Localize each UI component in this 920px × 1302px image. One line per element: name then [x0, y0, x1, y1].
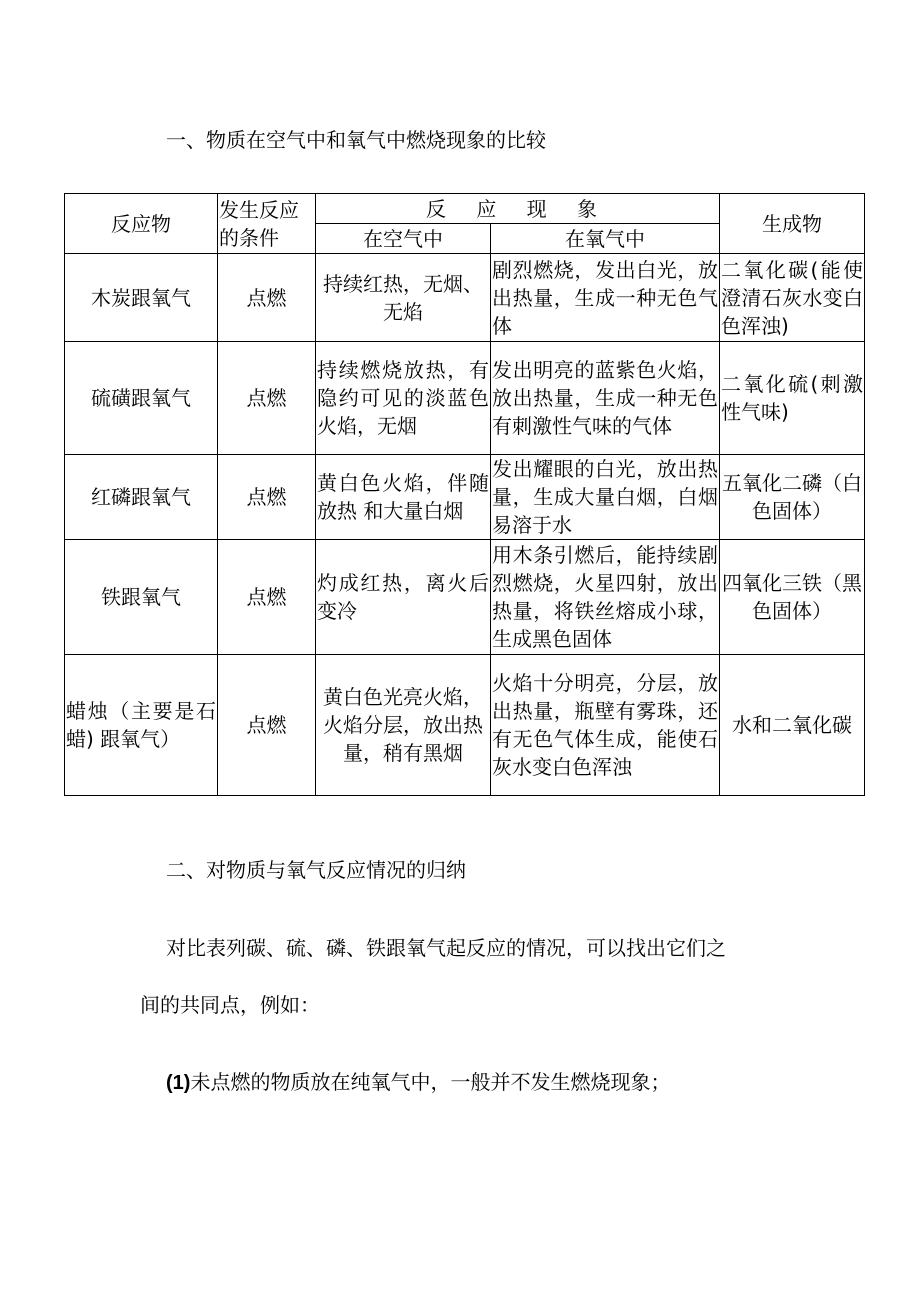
combustion-comparison-table [64, 193, 865, 796]
cell-reactant: 红磷跟氧气 [65, 455, 218, 540]
cell-condition: 点燃 [218, 342, 316, 455]
cell-in-air: 黄白色火焰，伴随放热 和大量白烟 [316, 455, 491, 540]
header-in-air: 在空气中 [316, 224, 491, 254]
cell-product: 水和二氧化碳 [720, 655, 865, 796]
point-1-number: (1) [166, 1072, 191, 1094]
point-1-text: 未点燃的物质放在纯氧气中，一般并不发生燃烧现象； [190, 1070, 671, 1094]
table-row-iron [65, 540, 865, 655]
cell-product: 四氧化三铁（黑色固体） [720, 540, 865, 655]
table-row-red-phosphorus [65, 455, 865, 540]
cell-product: 二氧化碳(能使澄清石灰水变白色浑浊) [720, 254, 865, 342]
header-condition: 发生反应的条件 [218, 194, 316, 254]
cell-reactant: 蜡烛（主要是石蜡) 跟氧气） [65, 655, 218, 796]
cell-in-air: 持续燃烧放热，有隐约可见的淡蓝色火焰，无烟 [316, 342, 491, 455]
cell-product: 五氧化二磷（白色固体） [720, 455, 865, 540]
cell-reactant: 硫磺跟氧气 [65, 342, 218, 455]
cell-in-oxygen: 火焰十分明亮，分层，放出热量，瓶壁有雾珠，还有无色气体生成，能使石灰水变白色浑浊 [491, 655, 720, 796]
table-header-row [65, 194, 865, 224]
cell-condition: 点燃 [218, 254, 316, 342]
intro-paragraph-line-2: 间的共同点，例如： [140, 993, 320, 1017]
cell-condition: 点燃 [218, 455, 316, 540]
point-1 [166, 1070, 670, 1095]
header-phenomenon: 反 应 现 象 [316, 194, 720, 224]
cell-in-oxygen: 用木条引燃后，能持续剧烈燃烧，火星四射，放出热量，将铁丝熔成小球，生成黑色固体 [491, 540, 720, 655]
cell-product: 二氧化硫(刺激性气味) [720, 342, 865, 455]
cell-reactant: 木炭跟氧气 [65, 254, 218, 342]
cell-condition: 点燃 [218, 655, 316, 796]
cell-in-air: 灼成红热，离火后变冷 [316, 540, 491, 655]
cell-condition: 点燃 [218, 540, 316, 655]
cell-in-oxygen: 剧烈燃烧，发出白光，放出热量，生成一种无色气体 [491, 254, 720, 342]
header-product: 生成物 [720, 194, 865, 254]
table-row-sulfur [65, 342, 865, 455]
section-2-title: 二、对物质与氧气反应情况的归纳 [166, 858, 466, 882]
cell-in-air: 黄白色光亮火焰，火焰分层，放出热量，稍有黑烟 [316, 655, 491, 796]
table-row-candle [65, 655, 865, 796]
table-row-charcoal [65, 254, 865, 342]
cell-reactant: 铁跟氧气 [65, 540, 218, 655]
header-reactant: 反应物 [65, 194, 218, 254]
cell-in-oxygen: 发出耀眼的白光，放出热量，生成大量白烟，白烟易溶于水 [491, 455, 720, 540]
header-in-oxygen: 在氧气中 [491, 224, 720, 254]
cell-in-air: 持续红热，无烟、无焰 [316, 254, 491, 342]
intro-paragraph-line-1: 对比表列碳、硫、磷、铁跟氧气起反应的情况，可以找出它们之 [166, 936, 726, 960]
section-1-title: 一、物质在空气中和氧气中燃烧现象的比较 [166, 128, 546, 152]
cell-in-oxygen: 发出明亮的蓝紫色火焰，放出热量，生成一种无色有刺激性气味的气体 [491, 342, 720, 455]
